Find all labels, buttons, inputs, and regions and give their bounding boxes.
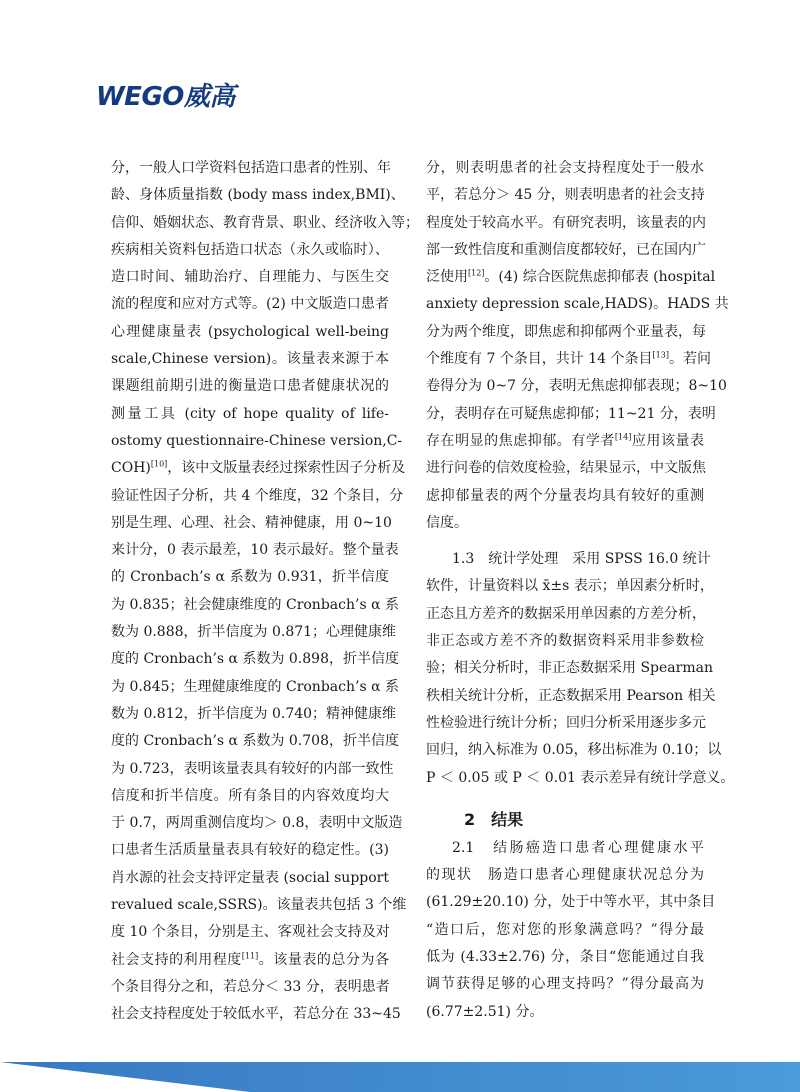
text-line: 心理健康量表 (psychological well-being	[111, 323, 389, 340]
text-line: P ＜ 0.05 或 P ＜ 0.01 表示差异有统计学意义。	[426, 769, 735, 786]
text-line: 平，若总分＞ 45 分，则表明患者的社会支持	[426, 187, 705, 204]
text-line: anxiety depression scale,HADS)。HADS 共	[426, 296, 729, 313]
text-line: 流的程度和应对方式等。(2) 中文版造口患者	[111, 296, 389, 313]
text-line: 度 10 个条目，分别是主、客观社会支持及对	[111, 924, 390, 941]
text-line: ostomy questionnaire-Chinese version,C-	[111, 432, 403, 449]
text-line: 课题组前期引进的衡量造口患者健康状况的	[111, 378, 389, 395]
text-line: 别是生理、心理、社会、精神健康，用 0~10	[111, 514, 392, 531]
text-line: 信仰、婚姻状态、教育背景、职业、经济收入等；	[111, 214, 419, 231]
text-line: 肖水源的社会支持评定量表 (social support	[111, 869, 389, 886]
text-line: COH)[10]，该中文版量表经过探索性因子分析及	[111, 459, 406, 477]
citation-marker: [12]	[468, 268, 485, 278]
paragraph-gap	[426, 537, 704, 546]
text-line: revalued scale,SSRS)。该量表共包括 3 个维	[111, 897, 407, 914]
text-line: 性检验进行统计分析；回归分析采用逐步多元	[426, 714, 706, 731]
text-line: 部一致性信度和重测信度都较好，已在国内广	[426, 241, 706, 258]
text-line: 的现状 肠造口患者心理健康状况总分为	[426, 867, 704, 884]
text-line: 虑抑郁量表的两个分量表均具有较好的重测	[426, 487, 704, 504]
text-line: 龄、身体质量指数 (body mass index,BMI)、	[111, 187, 405, 204]
text-line: 卷得分为 0~7 分，表明无焦虑抑郁表现；8~10	[426, 378, 727, 395]
text-line: 造口时间、辅助治疗、自理能力、与医生交	[111, 269, 389, 286]
text-line: 度的 Cronbach’s α 系数为 0.708，折半信度	[111, 733, 399, 750]
right-text-column	[426, 155, 735, 1026]
text-line: 社会支持程度处于较低水平，若总分在 33~45	[111, 1006, 401, 1023]
text-line: 来计分，0 表示最差，10 表示最好。整个量表	[111, 542, 399, 559]
text-line: 回归，纳入标准为 0.05，移出标准为 0.10；以	[426, 742, 722, 759]
text-line: 于 0.7，两周重测信度均＞ 0.8，表明中文版造	[111, 815, 403, 832]
text-line: 秩相关统计分析，正态数据采用 Pearson 相关	[426, 687, 716, 704]
text-line: 分，一般人口学资料包括造口患者的性别、年	[111, 160, 391, 176]
text-line: 非正态或方差不齐的数据资料采用非参数检	[426, 633, 704, 650]
text-line: “造口后，您对您的形象满意吗？”得分最	[426, 921, 704, 938]
citation-marker: [10]	[150, 459, 168, 469]
text-line: 测量工具 (city of hope quality of life-	[111, 405, 389, 422]
wego-logo: WEGO威高	[96, 82, 235, 112]
text-line: 调节获得足够的心理支持吗？”得分最高为	[426, 976, 704, 993]
text-line: 验；相关分析时，非正态数据采用 Spearman	[426, 660, 713, 677]
text-line: 程度处于较高水平。有研究表明，该量表的内	[426, 214, 706, 231]
text-line: 社会支持的利用程度[11]。该量表的总分为各	[111, 950, 390, 968]
text-line: 信度和折半信度。所有条目的内容效度均大	[111, 787, 389, 804]
text-line: 个维度有 7 个条目，共计 14 个条目[13]。若问	[426, 350, 711, 368]
text-line: 软件，计量资料以 x̄±s 表示；单因素分析时，	[426, 578, 714, 595]
text-line: 度的 Cronbach’s α 系数为 0.898，折半信度	[111, 651, 399, 668]
citation-marker: [14]	[614, 432, 632, 442]
paragraph-gap	[426, 792, 704, 801]
text-line: 存在明显的焦虑抑郁。有学者[14]应用该量表	[426, 432, 705, 449]
text-line: 为 0.835；社会健康维度的 Cronbach’s α 系	[111, 596, 399, 613]
citation-marker: [11]	[241, 950, 259, 960]
text-line: 信度。	[426, 514, 468, 531]
text-line: 验证性因子分析，共 4 个维度，32 个条目，分	[111, 487, 404, 504]
section-heading-results: 2 结果	[464, 809, 524, 829]
text-line: 为 0.845；生理健康维度的 Cronbach’s α 系	[111, 678, 399, 695]
text-line: 低为 (4.33±2.76) 分，条目“您能通过自我	[426, 949, 704, 966]
text-line: 分，则表明患者的社会支持程度处于一般水	[426, 160, 704, 176]
text-line: 口患者生活质量量表具有较好的稳定性。(3)	[111, 842, 389, 859]
citation-marker: [13]	[652, 350, 669, 360]
text-line: 数为 0.812，折半信度为 0.740；精神健康维	[111, 705, 397, 722]
footer-diagonal-cut	[0, 1062, 250, 1092]
text-line: 进行问卷的信效度检验，结果显示，中文版焦	[426, 460, 706, 477]
text-line: (6.77±2.51) 分。	[426, 1003, 544, 1020]
text-line: 泛使用[12]。(4) 综合医院焦虑抑郁表 (hospital	[426, 268, 716, 286]
text-line: 1.3 统计学处理 采用 SPSS 16.0 统计	[452, 551, 711, 568]
text-line: 正态且方差齐的数据采用单因素的方差分析，	[426, 605, 706, 622]
text-line: 分为两个维度，即焦虑和抑郁两个亚量表，每	[426, 323, 706, 340]
text-line: 数为 0.888，折半信度为 0.871；心理健康维	[111, 624, 397, 641]
text-line: 为 0.723，表明该量表具有较好的内部一致性	[111, 760, 394, 777]
left-text-column	[111, 155, 419, 1029]
text-line: 个条目得分之和，若总分＜ 33 分，表明患者	[111, 978, 390, 995]
text-line: scale,Chinese version)。该量表来源于本	[111, 351, 389, 368]
text-line: 疾病相关资料包括造口状态（永久或临时）、	[111, 241, 389, 258]
text-line: 2.1 结肠癌造口患者心理健康水平	[452, 839, 704, 856]
text-line: 分，表明存在可疑焦虑抑郁；11~21 分，表明	[426, 405, 716, 422]
text-line: (61.29±20.10) 分，处于中等水平，其中条目	[426, 894, 716, 911]
text-line: 的 Cronbach’s α 系数为 0.931，折半信度	[111, 569, 389, 586]
